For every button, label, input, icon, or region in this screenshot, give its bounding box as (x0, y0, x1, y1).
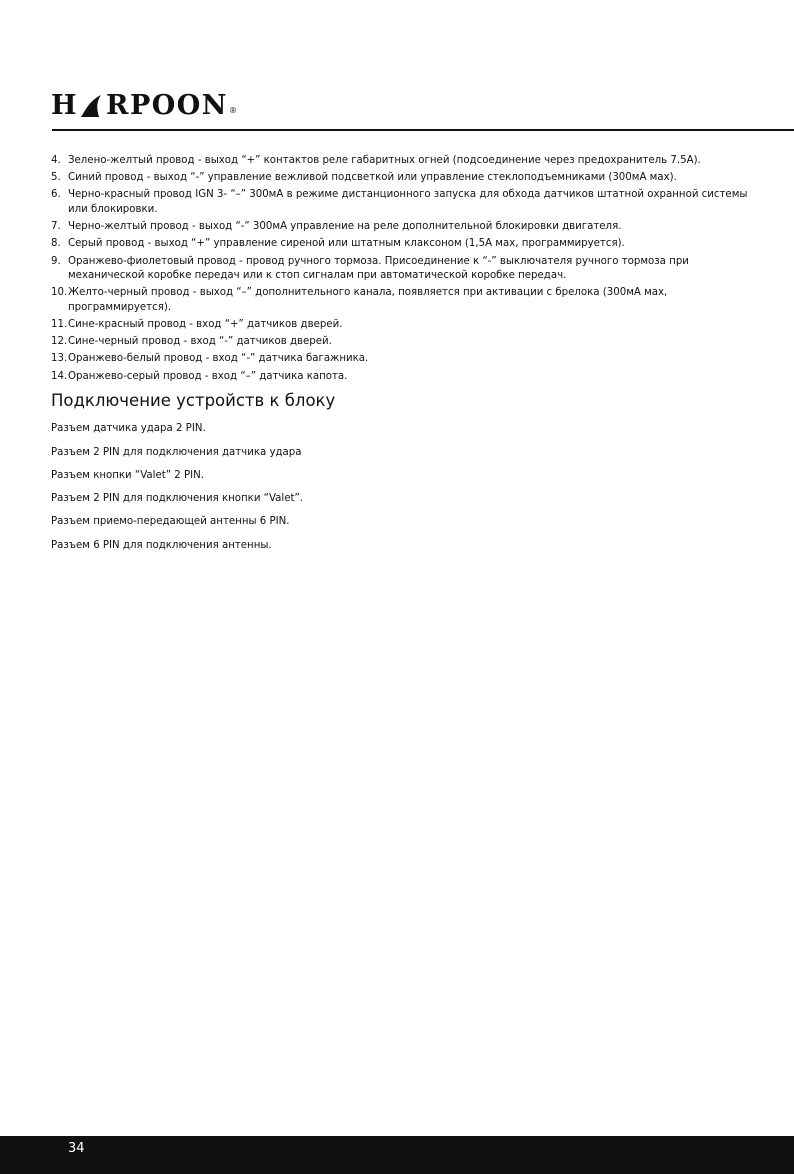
wire-item-number: 4. (51, 155, 61, 166)
wire-item-text: Оранжево-серый провод - вход “–” датчика капота. (68, 370, 348, 382)
wire-item-13 (51, 352, 751, 367)
wire-item-text: Оранжево-белый провод - вход “-” датчика багажника. (68, 353, 369, 365)
wire-item-number: 10. (51, 287, 68, 299)
connector-item: Разъем 2 PIN для подключения датчика удара (51, 446, 302, 458)
page-number: 34 (68, 1141, 85, 1156)
page-content (51, 154, 751, 562)
wire-item-text: Синий провод - выход “-” управление вежливой подсветкой или управление стеклоподъемниками (300мА мах). (68, 172, 677, 184)
wire-item-text: Сине-черный провод - вход “-” датчиков дверей. (68, 336, 332, 348)
wire-item-text: Желто-черный провод - выход “–” дополнительного канала, появляется при активации с брелока (300мА мах, программируется). (68, 287, 668, 313)
shark-fin-icon (79, 93, 105, 119)
page-footer (0, 1136, 794, 1174)
wire-item-number: 9. (51, 255, 61, 267)
page-header (0, 0, 794, 140)
connector-item: Разъем 6 PIN для подключения антенны. (51, 539, 272, 551)
harpoon-logo (51, 91, 237, 121)
wire-item-text: Черно-красный провод IGN 3- “–” 300мА в режиме дистанционного запуска для обхода датчиков штатной охранной системы или блокировки. (68, 189, 748, 215)
wire-list (51, 154, 751, 384)
wire-item-12 (51, 335, 751, 350)
wire-item-7 (51, 220, 751, 235)
wire-item-5 (51, 171, 751, 186)
wire-item-number: 6. (51, 189, 61, 201)
wire-item-text: Зелено-желтый провод - выход “+” контактов реле габаритных огней (подсоединение через предохранитель 7.5A). (68, 155, 701, 166)
connector-item: Разъем приемо-передающей антенны 6 PIN. (51, 516, 290, 528)
wire-item-14 (51, 370, 751, 385)
wire-item-10 (51, 286, 751, 315)
wire-item-text: Оранжево-фиолетовый провод - провод ручного тормоза. Присоединение к “-” выключателя ручного тормоза при механической коробке передач или к стоп сигналам при автоматической коробке передач. (68, 255, 689, 282)
wire-item-number: 8. (51, 238, 61, 250)
wire-item-number: 13. (51, 353, 68, 365)
connector-list (51, 422, 751, 552)
connector-item: Разъем датчика удара 2 PIN. (51, 423, 206, 435)
wire-item-9 (51, 255, 751, 284)
wire-item-6 (51, 188, 751, 217)
connector-item: Разъем кнопки “Valet” 2 PIN. (51, 469, 204, 481)
section-title: Подключение устройств к блоку (51, 391, 336, 411)
wire-item-number: 11. (51, 319, 68, 331)
wire-item-11 (51, 318, 751, 333)
wire-item-4 (51, 154, 751, 169)
wire-item-text: Серый провод - выход “+” управление сиреной или штатным клаксоном (1,5А мах, программируется). (68, 238, 625, 250)
logo-text-end: RPOON (106, 90, 228, 121)
logo-text-start: H (51, 90, 79, 121)
wire-item-8 (51, 237, 751, 252)
header-divider (52, 129, 794, 131)
connector-item: Разъем 2 PIN для подключения кнопки “Valet”. (51, 493, 303, 505)
wire-item-number: 14. (51, 370, 68, 382)
wire-item-number: 12. (51, 336, 68, 348)
wire-item-text: Сине-красный провод - вход “+” датчиков дверей. (68, 319, 343, 331)
wire-item-text: Черно-желтый провод - выход “-” 300мА управление на реле дополнительной блокировки двигателя. (68, 221, 622, 233)
wire-item-number: 7. (51, 221, 61, 233)
wire-item-number: 5. (51, 172, 61, 184)
registered-mark: ® (228, 105, 237, 115)
